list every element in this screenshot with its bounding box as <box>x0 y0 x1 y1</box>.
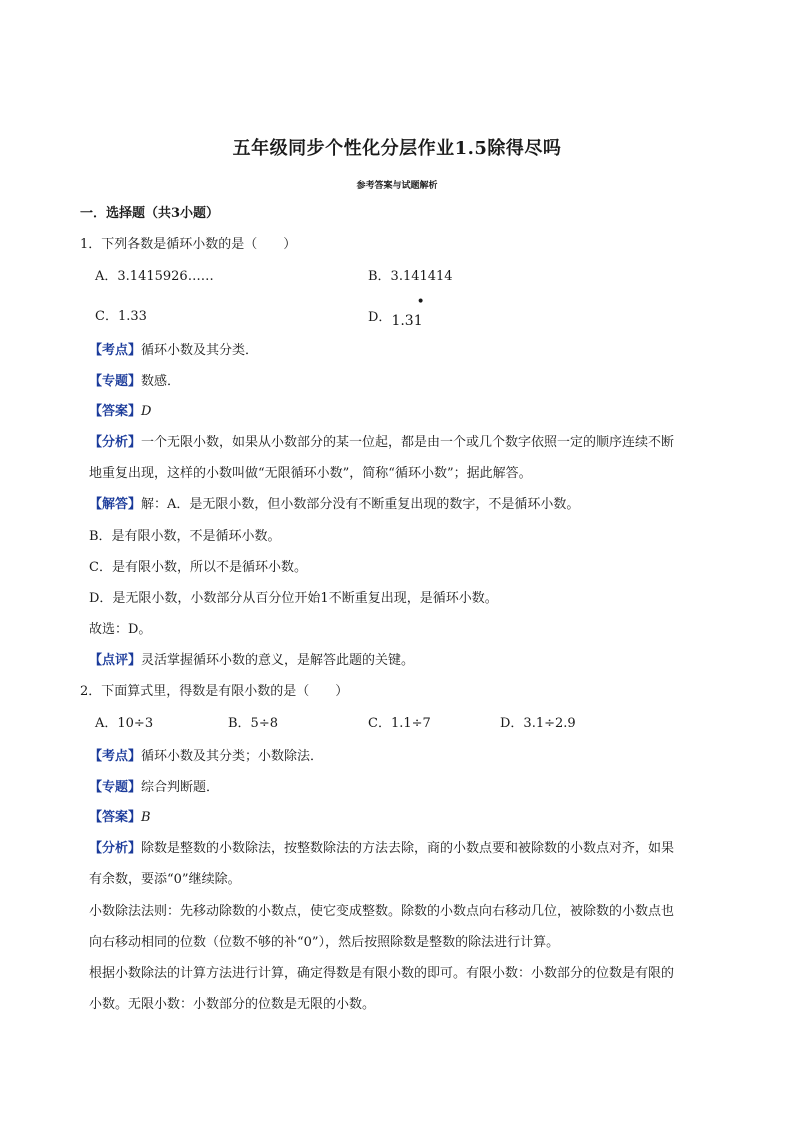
section-heading: 一．选择题（共3小题） <box>80 206 220 221</box>
question-1-stem: 1．下列各数是循环小数的是（ ） <box>80 237 297 252</box>
q1-solution-line-4: D．是无限小数，小数部分从百分位开始1不断重复出现，是循环小数。 <box>89 591 498 606</box>
answer-text: D <box>141 404 152 419</box>
q1-zhuanti <box>89 373 180 391</box>
page-title: 五年级同步个性化分层作业1.5除得尽吗 <box>232 138 562 159</box>
q2-analysis-line-6: 小数。无限小数：小数部分的位数是无限的小数。 <box>89 997 376 1012</box>
comment-tag: 【点评】 <box>89 653 142 668</box>
q1-analysis-line-1 <box>89 434 674 452</box>
zhuanti-text: 综合判断题． <box>141 780 220 795</box>
q1-kaodian <box>89 342 258 360</box>
zhuanti-text: 数感． <box>141 374 181 389</box>
q1-option-a: A．3.1415926…… <box>95 269 214 284</box>
repeating-decimal <box>391 294 425 329</box>
kaodian-tag: 【考点】 <box>89 749 142 764</box>
analysis-text: 除数是整数的小数除法，按整数除法的方法去除，商的小数点要和被除数的小数点对齐，如果 <box>141 841 675 856</box>
kaodian-text: 循环小数及其分类． <box>141 343 259 358</box>
q1-option-d <box>368 294 425 329</box>
kaodian-tag: 【考点】 <box>89 343 142 358</box>
q2-option-a: A．10÷3 <box>95 716 154 731</box>
q2-option-d: D．3.1÷2.9 <box>500 716 576 731</box>
q1-option-c: C．1.33 <box>95 309 147 324</box>
page-subtitle: 参考答案与试题解析 <box>356 181 438 191</box>
q2-kaodian <box>89 748 323 766</box>
answer-tag: 【答案】 <box>89 404 142 419</box>
repeat-dot: • <box>416 294 425 310</box>
q2-zhuanti <box>89 779 219 797</box>
answer-text: B <box>141 810 151 825</box>
q2-analysis-line-5: 根据小数除法的计算方法进行计算，确定得数是有限小数的即可。有限小数：小数部分的位数是有限的 <box>89 966 675 981</box>
q2-option-c: C．1.1÷7 <box>368 716 431 731</box>
q2-analysis-line-1 <box>89 840 674 858</box>
q2-option-b: B．5÷8 <box>228 716 278 731</box>
repeating-decimal-value: 1.31 <box>391 313 423 329</box>
solution-tag: 【解答】 <box>89 497 142 512</box>
q1-answer <box>89 403 151 421</box>
comment-text: 灵活掌握循环小数的意义，是解答此题的关键。 <box>141 653 415 668</box>
q2-analysis-line-3: 小数除法法则：先移动除数的小数点，使它变成整数。除数的小数点向右移动几位，被除数的小数点也 <box>89 904 675 919</box>
analysis-tag: 【分析】 <box>89 435 142 450</box>
q2-analysis-line-4: 向右移动相同的位数（位数不够的补“0”），然后按照除数是整数的除法进行计算。 <box>89 935 560 950</box>
zhuanti-tag: 【专题】 <box>89 780 142 795</box>
zhuanti-tag: 【专题】 <box>89 374 142 389</box>
analysis-tag: 【分析】 <box>89 841 142 856</box>
q1-solution-line-3: C．是有限小数，所以不是循环小数。 <box>89 560 307 575</box>
q1-analysis-line-2: 地重复出现，这样的小数叫做“无限循环小数”，简称“循环小数”；据此解答。 <box>89 466 532 481</box>
q1-option-b: B．3.141414 <box>368 269 453 284</box>
question-2-stem: 2．下面算式里，得数是有限小数的是（ ） <box>80 684 349 699</box>
q1-solution-line-1 <box>89 496 579 514</box>
kaodian-text: 循环小数及其分类；小数除法． <box>141 749 324 764</box>
solution-text: 解：A．是无限小数，但小数部分没有不断重复出现的数字，不是循环小数。 <box>141 497 580 512</box>
analysis-text: 一个无限小数，如果从小数部分的某一位起，都是由一个或几个数字依照一定的顺序连续不断 <box>141 435 675 450</box>
q2-answer <box>89 809 151 827</box>
q1-solution-line-2: B．是有限小数，不是循环小数。 <box>89 529 281 544</box>
q1-option-d-label: D． <box>368 310 392 325</box>
q2-analysis-line-2: 有余数，要添“0”继续除。 <box>89 872 241 887</box>
answer-tag: 【答案】 <box>89 810 142 825</box>
q1-comment <box>89 652 414 670</box>
q1-solution-line-5: 故选：D。 <box>89 622 152 637</box>
